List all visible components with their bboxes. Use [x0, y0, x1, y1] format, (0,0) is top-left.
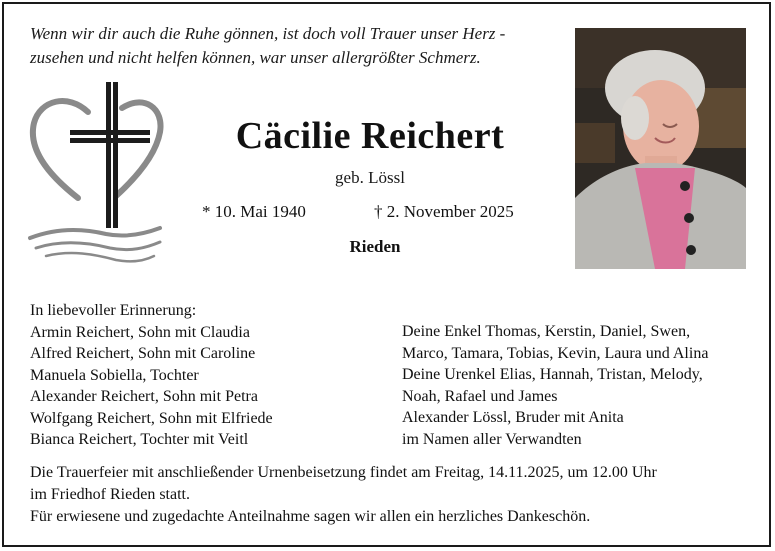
funeral-notice — [30, 462, 770, 505]
hometown: Rieden — [349, 237, 401, 256]
verse — [30, 22, 550, 70]
list-item: Alexander Lössl, Bruder mit Anita — [402, 409, 624, 426]
mourners-right — [402, 321, 708, 450]
birth-date: * 10. Mai 1940 — [202, 202, 306, 221]
mourners-heading: In liebevoller Erinnerung: — [30, 302, 197, 319]
list-item: Alexander Reichert, Sohn mit Petra — [30, 388, 258, 405]
list-item: Deine Urenkel Elias, Hannah, Tristan, Melody, — [402, 366, 703, 383]
list-item: Marco, Tamara, Tobias, Kevin, Laura und Alina — [402, 344, 709, 362]
list-item: Armin Reichert, Sohn mit Claudia — [30, 323, 250, 341]
list-item: Alfred Reichert, Sohn mit Caroline — [30, 345, 256, 362]
deceased-name: Cäcilie Reichert — [235, 115, 505, 157]
list-item: Wolfgang Reichert, Sohn mit Elfriede — [30, 409, 273, 427]
list-item: Bianca Reichert, Tochter mit Veitl — [30, 431, 249, 448]
thanks-note: Für erwiesene und zugedachte Anteilnahme sagen wir allen ein herzliches Dankeschön. — [30, 508, 591, 525]
funeral-notice-line-2: im Friedhof Rieden statt. — [30, 485, 190, 503]
death-date: † 2. November 2025 — [374, 202, 514, 221]
mourners-left — [30, 300, 273, 451]
verse-line-2: zusehen und nicht helfen können, war unser allergrößter Schmerz. — [30, 48, 481, 67]
portrait-photo — [575, 28, 746, 269]
list-item: im Namen aller Verwandten — [402, 430, 582, 448]
list-item: Noah, Rafael und James — [402, 387, 558, 405]
list-item: Deine Enkel Thomas, Kerstin, Daniel, Swen, — [402, 323, 691, 340]
verse-line-1: Wenn wir dir auch die Ruhe gönnen, ist doch voll Trauer unser Herz - — [30, 24, 506, 43]
heart-cross-waves-icon — [26, 78, 166, 268]
funeral-notice-line-1: Die Trauerfeier mit anschließender Urnenbeisetzung findet am Freitag, 14.11.2025, um 12.00 Uhr — [30, 464, 657, 481]
maiden-name: geb. Lössl — [335, 168, 405, 187]
list-item: Manuela Sobiella, Tochter — [30, 366, 199, 384]
